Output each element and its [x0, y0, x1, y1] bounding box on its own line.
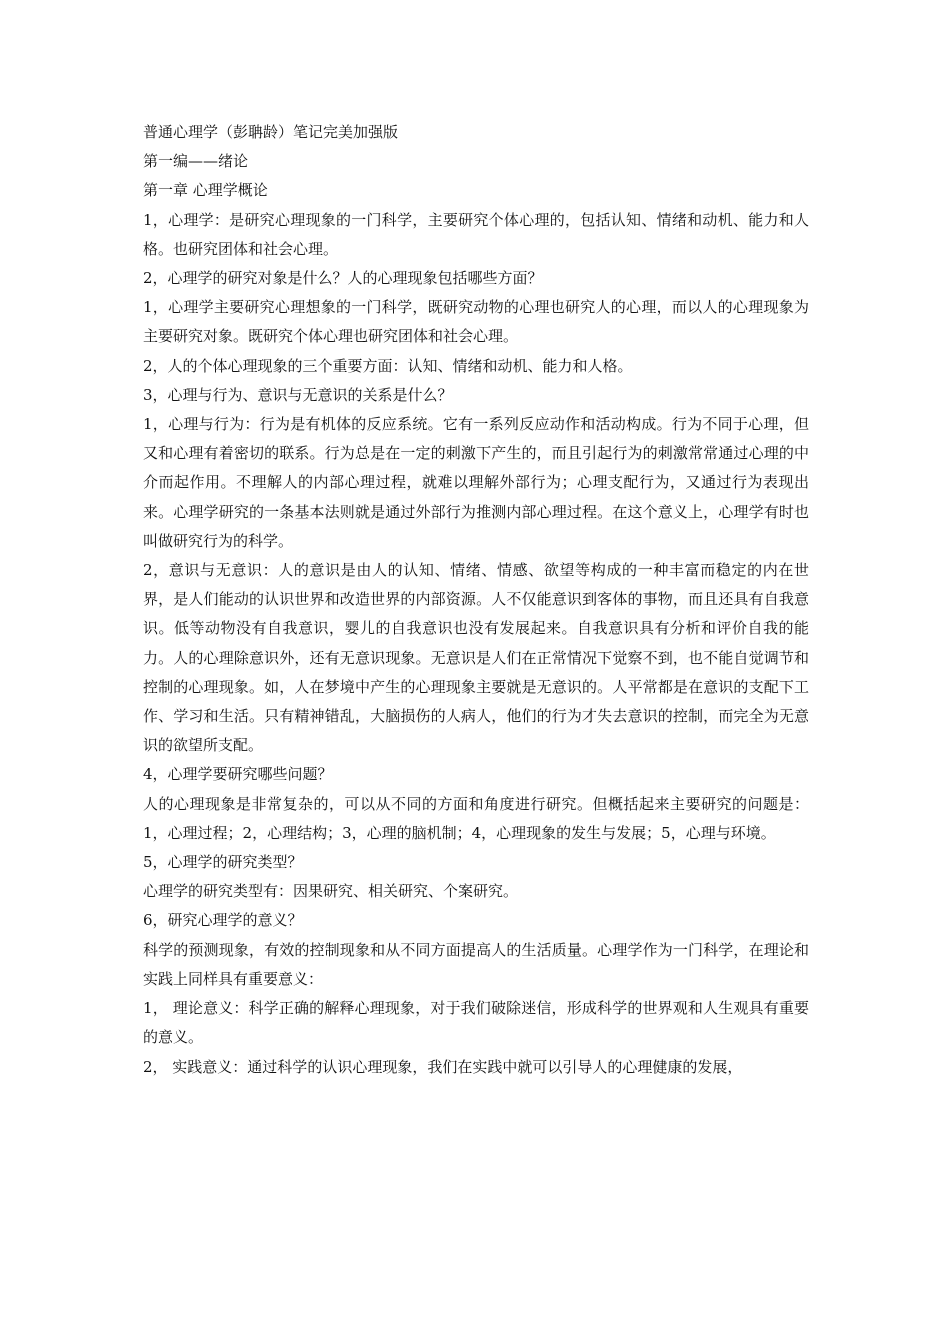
question-heading: 6，研究心理学的意义？ [143, 911, 303, 930]
paragraph: 科学的预测现象，有效的控制现象和从不同方面提高人的生活质量。心理学作为一门科学，在理论和实践上同样具有重要意义： [143, 940, 809, 988]
document-title: 普通心理学（彭聃龄）笔记完美加强版 [143, 123, 399, 141]
paragraph: 人的心理现象是非常复杂的，可以从不同的方面和角度进行研究。但概括起来主要研究的问题是：1，心理过程；2，心理结构；3，心理的脑机制；4，心理现象的发生与发展；5，心理与环境。 [143, 794, 809, 842]
paragraph: 心理学的研究类型有：因果研究、相关研究、个案研究。 [143, 882, 519, 901]
paragraph: 1，心理与行为：行为是有机体的反应系统。它有一系列反应动作和活动构成。行为不同于心理，但又和心理有着密切的联系。行为总是在一定的刺激下产生的，而且引起行为的刺激常常通过心理的中介而起作用。不理解人的内部心理过程，就难以理解外部行为；心理支配行为，又通过行为表现出来。心理学研究的一条基本法则就是通过外部行为推测内部心理过程。在这个意义上，心理学有时也叫做研究行为的科学。 [143, 415, 809, 550]
list-item: 1， 理论意义：科学正确的解释心理现象，对于我们破除迷信，形成科学的世界观和人生观具有重要的意义。 [143, 999, 809, 1047]
document-page [143, 118, 809, 1082]
part-heading: 第一编——绪论 [143, 152, 249, 171]
paragraph: 2，人的个体心理现象的三个重要方面：认知、情绪和动机、能力和人格。 [143, 356, 633, 375]
chapter-heading: 第一章 心理学概论 [143, 181, 268, 200]
list-item: 2， 实践意义：通过科学的认识心理现象，我们在实践中就可以引导人的心理健康的发展， [143, 1057, 743, 1076]
paragraph: 1，心理学：是研究心理现象的一门科学，主要研究个体心理的，包括认知、情绪和动机、能力和人格。也研究团体和社会心理。 [143, 210, 809, 258]
question-heading: 2，心理学的研究对象是什么？人的心理现象包括哪些方面？ [143, 269, 543, 288]
question-heading: 5，心理学的研究类型？ [143, 853, 303, 872]
question-heading: 4，心理学要研究哪些问题？ [143, 765, 333, 784]
paragraph: 1，心理学主要研究心理想象的一门科学，既研究动物的心理也研究人的心理，而以人的心理现象为主要研究对象。既研究个体心理也研究团体和社会心理。 [143, 298, 809, 346]
paragraph: 2，意识与无意识：人的意识是由人的认知、情绪、情感、欲望等构成的一种丰富而稳定的内在世界，是人们能动的认识世界和改造世界的内部资源。人不仅能意识到客体的事物，而且还具有自我意识。低等动物没有自我意识，婴儿的自我意识也没有发展起来。自我意识具有分析和评价自我的能力。人的心理除意识外，还有无意识现象。无意识是人们在正常情况下觉察不到，也不能自觉调节和控制的心理现象。如，人在梦境中产生的心理现象主要就是无意识的。人平常都是在意识的支配下工作、学习和生活。只有精神错乱，大脑损伤的人病人，他们的行为才失去意识的控制，而完全为无意识的欲望所支配。 [143, 561, 809, 755]
question-heading: 3，心理与行为、意识与无意识的关系是什么？ [143, 385, 453, 404]
